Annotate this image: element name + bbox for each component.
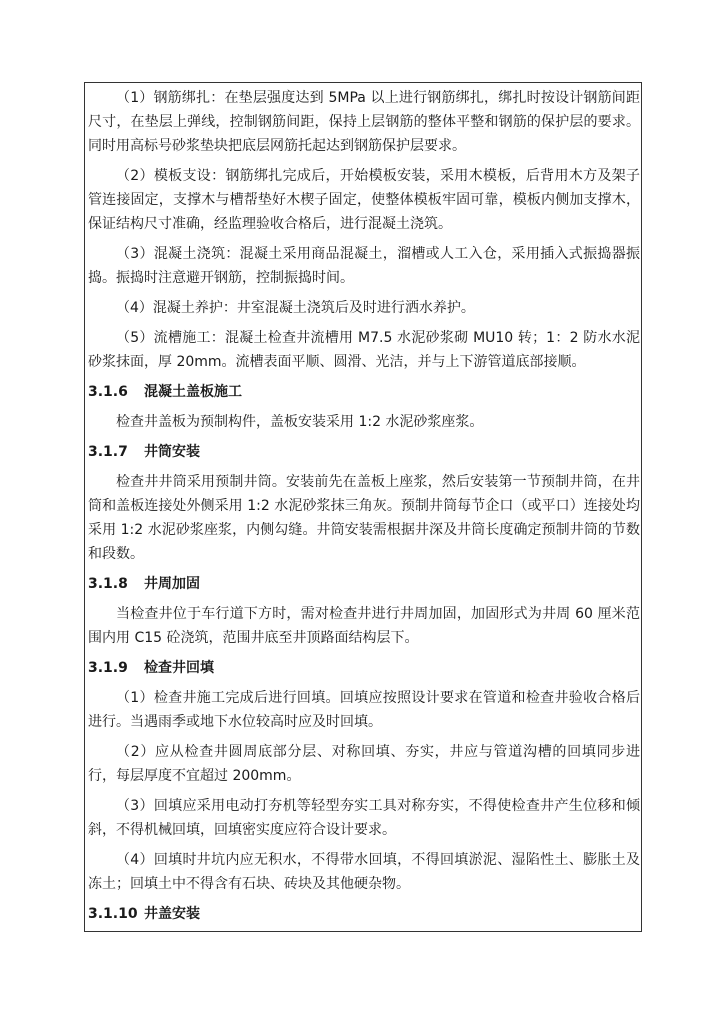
section-title: 井盖安装 (144, 906, 200, 922)
section-number: 3.1.9 (88, 660, 128, 676)
section-title: 混凝土盖板施工 (144, 384, 242, 400)
section-number: 3.1.6 (88, 384, 128, 400)
paragraph: 检查井盖板为预制构件，盖板安装采用 1:2 水泥砂浆座浆。 (116, 414, 484, 430)
paragraph: （3）回填应采用电动打夯机等轻型夯实工具对称夯实，不得使检查井产生位移和倾斜，不得机械回填，回填密实度应符合设计要求。 (88, 798, 640, 838)
paragraph: （1）检查井施工完成后进行回填。回填应按照设计要求在管道和检查井验收合格后进行。当遇雨季或地下水位较高时应及时回填。 (88, 690, 640, 730)
paragraph: （2）模板支设：钢筋绑扎完成后，开始模板安装，采用木模板，后背用木方及架子管连接固定，支撑木与槽帮垫好木楔子固定，使整体模板牢固可靠，模板内侧加支撑木，保证结构尺寸准确，经监理验收合格后，进行混凝土浇筑。 (88, 168, 640, 232)
paragraph: （4）回填时井坑内应无积水，不得带水回填，不得回填淤泥、湿陷性土、膨胀土及冻土；回填土中不得含有石块、砖块及其他硬杂物。 (88, 852, 640, 892)
section-number: 3.1.10 (88, 906, 138, 922)
section-title: 检查井回填 (144, 660, 214, 676)
section-heading (88, 572, 640, 596)
paragraph: （2）应从检查井圆周底部分层、对称回填、夯实，井应与管道沟槽的回填同步进行，每层厚度不宜超过 200mm。 (88, 744, 640, 784)
section-heading (88, 380, 640, 404)
section-heading (88, 902, 640, 926)
paragraph: 检查井井筒采用预制井筒。安装前先在盖板上座浆，然后安装第一节预制井筒，在井筒和盖板连接处外侧采用 1:2 水泥砂浆抹三角灰。预制井筒每节企口（或平口）连接处均采用 1:2 水泥砂浆座浆，内侧勾缝。井筒安装需根据井深及井筒长度确定预制井筒的节数和段数。 (88, 474, 640, 562)
section-number: 3.1.7 (88, 444, 128, 460)
document-body (88, 86, 640, 932)
section-heading (88, 656, 640, 680)
section-heading (88, 440, 640, 464)
section-title: 井筒安装 (144, 444, 200, 460)
section-title: 井周加固 (144, 576, 200, 592)
paragraph: （5）流槽施工：混凝土检查井流槽用 M7.5 水泥砂浆砌 MU10 转；1：2 防水水泥砂浆抹面，厚 20mm。流槽表面平顺、圆滑、光洁，并与上下游管道底部接顺。 (88, 330, 640, 370)
paragraph: （3）混凝土浇筑：混凝土采用商品混凝土，溜槽或人工入仓，采用插入式振捣器振捣。振捣时注意避开钢筋，控制振捣时间。 (88, 246, 640, 286)
paragraph: （1）钢筋绑扎：在垫层强度达到 5MPa 以上进行钢筋绑扎，绑扎时按设计钢筋间距尺寸，在垫层上弹线，控制钢筋间距，保持上层钢筋的整体平整和钢筋的保护层的要求。同时用高标号砂浆垫块把底层网筋托起达到钢筋保护层要求。 (88, 90, 640, 154)
section-number: 3.1.8 (88, 576, 128, 592)
paragraph: （4）混凝土养护：井室混凝土浇筑后及时进行洒水养护。 (116, 300, 475, 316)
paragraph: 当检查井位于车行道下方时，需对检查井进行井周加固，加固形式为井周 60 厘米范围内用 C15 砼浇筑，范围井底至井顶路面结构层下。 (88, 606, 640, 646)
